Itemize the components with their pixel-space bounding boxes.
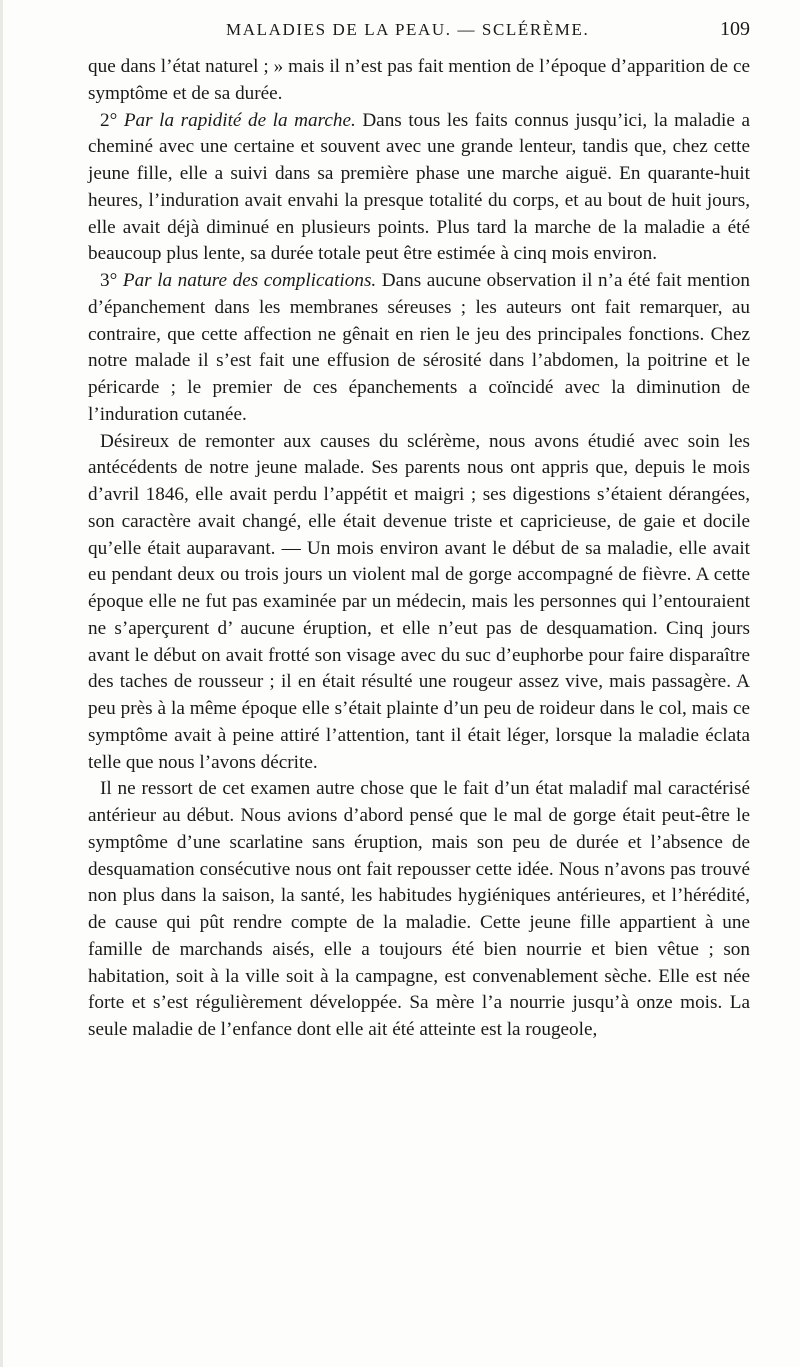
paragraph-heading: Par la nature des complications. <box>122 270 377 291</box>
running-head: MALADIES DE LA PEAU. — SCLÉRÈME. <box>226 20 590 39</box>
paragraph-text: Désireux de remonter aux causes du sclérème, nous avons étudié avec soin les antécédents de notre jeune malade. Ses parents nous ont appris que, depuis le mois d’avril 1846, elle avait perdu l’appétit et maigri ; ses digestions s’étaient dérangées, son caractère avait changé, elle était devenue triste et capricieuse, de gaie et docile qu’elle était auparavant. — Un mois environ avant le début de sa maladie, elle avait eu pendant deux ou trois jours un violent mal de gorge accompagné de fièvre. A cette époque elle ne fut pas examinée par un médecin, mais les personnes qui l’entouraient ne s’aperçurent d’ aucune éruption, et elle n’eut pas de desquamation. Cinq jours avant le début on avait frotté son visage avec du suc d’euphorbe pour faire disparaître des taches de rousseur ; il en était résulté une rougeur assez vive, mais passagère. A peu près à la même époque elle s’était plainte d’un peu de roideur dans le col, mais ce symptôme avait à peine attiré l’attention, tant il était léger, lorsque la maladie éclata telle que nous l’avons décrite. <box>88 430 750 773</box>
body-text <box>88 54 750 1044</box>
paragraph-2 <box>88 108 750 269</box>
paragraph-text: que dans l’état naturel ; » mais il n’est pas fait mention de l’époque d’apparition de ce symptôme et de sa durée. <box>88 56 750 104</box>
paragraph-lead: 2° <box>100 109 124 131</box>
paragraph-lead: 3° <box>100 270 123 291</box>
paragraph-1 <box>88 54 750 108</box>
page-edge <box>0 0 3 1367</box>
paragraph-heading: Par la rapidité de la marche. <box>123 109 356 131</box>
paragraph-text: Il ne ressort de cet examen autre chose que le fait d’un état maladif mal caractérisé antérieur au début. Nous avions d’abord pensé que le mal de gorge était peut-être le symptôme d’une scarlatine sans éruption, mais son peu de durée et l’absence de desquamation consécutive nous ont fait repousser cette idée. Nous n’avons pas trouvé non plus dans la saison, la santé, les habitudes hygiéniques antérieures, et l’hérédité, de cause qui pût rendre compte de la maladie. Cette jeune fille appartient à une famille de marchands aisés, elle a toujours été bien nourrie et bien vêtue ; son habitation, soit à la ville soit à la campagne, est convenablement sèche. Elle est née forte et s’est régulièrement développée. Sa mère l’a nourrie jusqu’à onze mois. La seule maladie de l’enfance dont elle ait été atteinte est la rougeole, <box>88 778 750 1040</box>
paragraph-4 <box>88 429 750 777</box>
paragraph-3 <box>88 268 750 429</box>
page-number: 109 <box>720 18 750 40</box>
paragraph-text: Dans tous les faits connus jusqu’ici, la maladie a cheminé avec une certaine et souvent avec une grande lenteur, tandis que, chez cette jeune fille, elle a suivi dans sa première phase une marche aiguë. En quarante-huit heures, l’induration avait envahi la presque totalité du corps, et au bout de huit jours, elle avait déjà diminué en plusieurs points. Plus tard la marche de la maladie a été beaucoup plus lente, sa durée totale peut être estimée à cinq mois environ. <box>88 109 750 265</box>
page-header <box>100 14 750 44</box>
paragraph-5 <box>88 776 750 1044</box>
paragraph-text: Dans aucune observation il n’a été fait mention d’épanchement dans les membranes séreuses ; les auteurs ont fait remarquer, au contraire, que cette affection ne gênait en rien le jeu des principales fonctions. Chez notre malade il s’est fait une effusion de sérosité dans l’abdomen, la poitrine et le péricarde ; le premier de ces épanchements a coïncidé avec la diminution de l’induration cutanée. <box>88 270 750 425</box>
